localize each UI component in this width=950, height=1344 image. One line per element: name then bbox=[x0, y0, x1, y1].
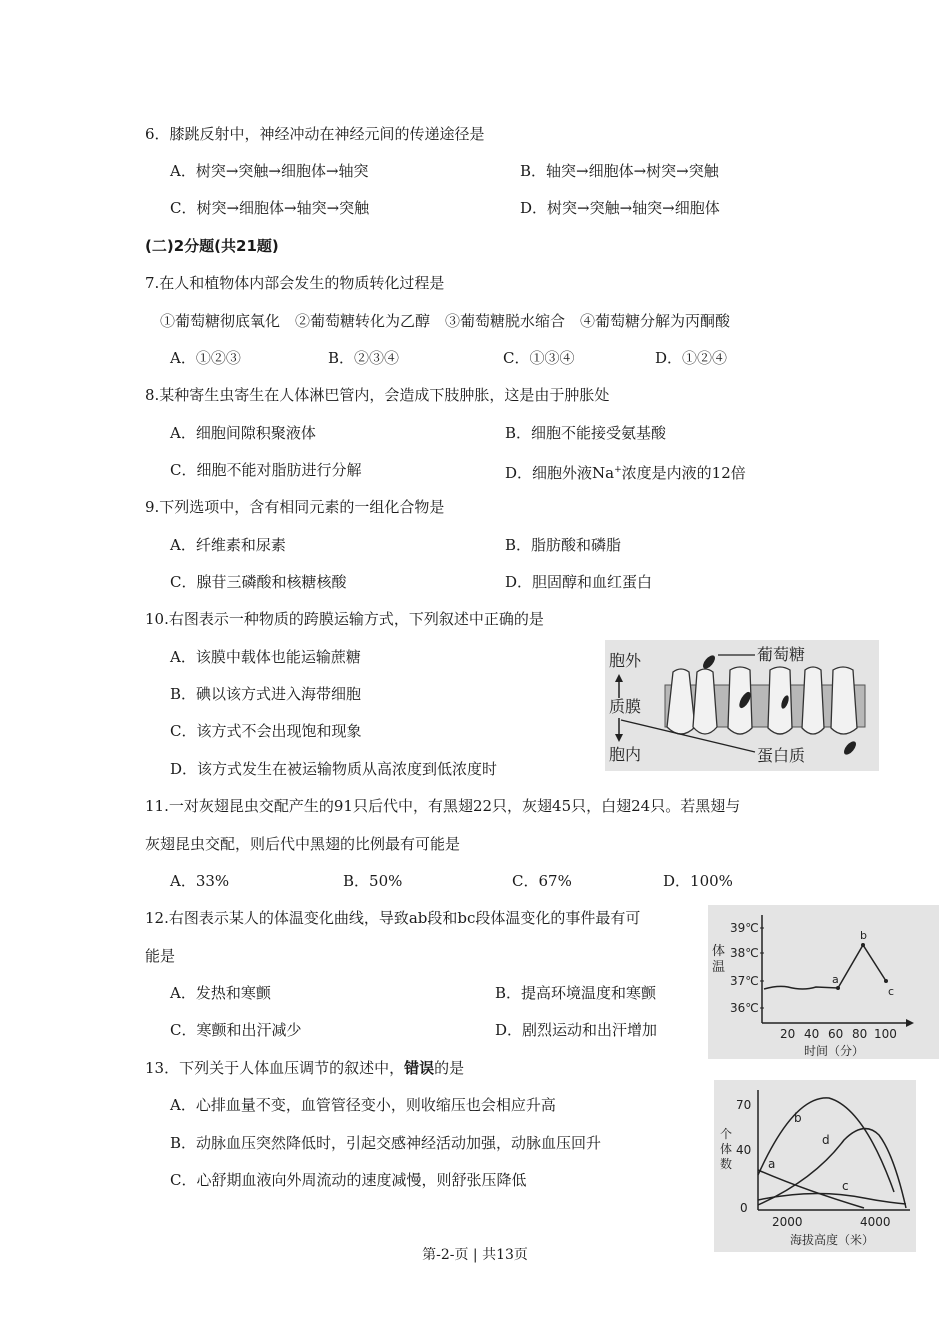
label-inside: 胞内 bbox=[609, 745, 642, 764]
q13-option-a: A．心排血量不变，血管管径变小，则收缩压也会相应升高 bbox=[170, 1096, 556, 1114]
q11-option-b: B．50% bbox=[343, 872, 403, 890]
point-c: c bbox=[888, 985, 895, 998]
q12-option-a: A．发热和寒颤 bbox=[170, 984, 271, 1002]
q13-option-c: C．心舒期血液向外周流动的速度减慢，则舒张压降低 bbox=[170, 1171, 527, 1189]
ytick-70: 70 bbox=[736, 1098, 752, 1112]
ytick-38: 38℃ bbox=[730, 946, 759, 960]
q8-stem: 8.某种寄生虫寄生在人体淋巴管内，会造成下肢肿胀，这是由于肿胀处 bbox=[145, 386, 610, 404]
q8-option-d: D．细胞外液Na+浓度是内液的12倍 bbox=[505, 464, 746, 482]
q6-option-b: B．轴突→细胞体→树突→突触 bbox=[520, 162, 719, 180]
label-outside: 胞外 bbox=[609, 651, 642, 670]
label-curve-d: d bbox=[822, 1133, 830, 1147]
ytick-37: 37℃ bbox=[730, 974, 759, 988]
ytick-40: 40 bbox=[736, 1143, 752, 1157]
body-temperature-chart bbox=[708, 905, 939, 1059]
q10-option-c: C．该方式不会出现饱和现象 bbox=[170, 722, 362, 740]
q12-stem-line2: 能是 bbox=[145, 947, 176, 965]
q10-stem: 10.右图表示一种物质的跨膜运输方式，下列叙述中正确的是 bbox=[145, 610, 544, 628]
q6-stem: 6．膝跳反射中，神经冲动在神经元间的传递途径是 bbox=[145, 125, 485, 143]
q9-option-b: B．脂肪酸和磷脂 bbox=[505, 536, 622, 554]
ylabel-char-2: 体 bbox=[720, 1142, 733, 1156]
label-membrane: 质膜 bbox=[609, 697, 642, 716]
ylabel-char-1: 体 bbox=[712, 944, 726, 959]
q12-option-d: D．剧烈运动和出汗增加 bbox=[495, 1021, 658, 1039]
point-a: a bbox=[832, 973, 839, 986]
q10-option-a: A．该膜中载体也能运输蔗糖 bbox=[170, 648, 361, 666]
ytick-36: 36℃ bbox=[730, 1001, 759, 1015]
q6-option-d: D．树突→突触→轴突→细胞体 bbox=[520, 199, 720, 217]
label-protein: 蛋白质 bbox=[757, 746, 806, 765]
label-curve-a: a bbox=[768, 1157, 776, 1171]
q7-option-d: D．①②④ bbox=[655, 349, 728, 367]
q7-option-c: C．①③④ bbox=[503, 349, 575, 367]
xlabel: 时间（分） bbox=[804, 1044, 865, 1058]
q12-option-b: B．提高环境温度和寒颤 bbox=[495, 984, 657, 1002]
q7-items: ①葡萄糖彻底氧化 ②葡萄糖转化为乙醇 ③葡萄糖脱水缩合 ④葡萄糖分解为丙酮酸 bbox=[160, 312, 731, 330]
label-glucose: 葡萄糖 bbox=[757, 645, 806, 664]
q12-stem-line1: 12.右图表示某人的体温变化曲线，导致ab段和bc段体温变化的事件最有可 bbox=[145, 909, 641, 927]
q11-option-a: A．33% bbox=[170, 872, 230, 890]
xtick-60: 60 bbox=[828, 1027, 844, 1041]
q9-option-c: C．腺苷三磷酸和核糖核酸 bbox=[170, 573, 347, 591]
q13-stem: 13．下列关于人体血压调节的叙述中，错误的是 bbox=[145, 1059, 465, 1077]
q6-option-a: A．树突→突触→细胞体→轴突 bbox=[170, 162, 369, 180]
q8-option-c: C．细胞不能对脂肪进行分解 bbox=[170, 461, 362, 479]
q13-option-b: B．动脉血压突然降低时，引起交感神经活动加强，动脉血压回升 bbox=[170, 1134, 602, 1152]
xtick-20: 20 bbox=[780, 1027, 796, 1041]
q7-option-b: B．②③④ bbox=[328, 349, 400, 367]
label-curve-b: b bbox=[794, 1111, 802, 1125]
protein-shape bbox=[831, 667, 857, 734]
xtick-80: 80 bbox=[852, 1027, 868, 1041]
xtick-4000: 4000 bbox=[860, 1215, 891, 1229]
q9-option-d: D．胆固醇和血红蛋白 bbox=[505, 573, 653, 591]
q7-stem: 7.在人和植物体内部会发生的物质转化过程是 bbox=[145, 274, 445, 292]
membrane-transport-figure bbox=[605, 640, 879, 771]
q11-stem-line2: 灰翅昆虫交配，则后代中黑翅的比例最有可能是 bbox=[145, 835, 461, 853]
ytick-39: 39℃ bbox=[730, 921, 759, 935]
q11-option-c: C．67% bbox=[512, 872, 572, 890]
xtick-100: 100 bbox=[874, 1027, 897, 1041]
altitude-population-chart bbox=[714, 1080, 916, 1252]
label-curve-c: c bbox=[842, 1179, 849, 1193]
protein-shape bbox=[693, 669, 717, 734]
q11-stem-line1: 11.一对灰翅昆虫交配产生的91只后代中，有黑翅22只，灰翅45只，白翅24只。若黑翅与 bbox=[145, 797, 741, 815]
ylabel-char-2: 温 bbox=[712, 960, 726, 975]
q8-option-b: B．细胞不能接受氨基酸 bbox=[505, 424, 667, 442]
q10-option-b: B．碘以该方式进入海带细胞 bbox=[170, 685, 362, 703]
ylabel-char-1: 个 bbox=[720, 1127, 733, 1141]
q10-option-d: D．该方式发生在被运输物质从高浓度到低浓度时 bbox=[170, 760, 498, 778]
xlabel: 海拔高度（米） bbox=[790, 1233, 875, 1247]
q8-option-a: A．细胞间隙积聚液体 bbox=[170, 424, 316, 442]
q9-stem: 9.下列选项中，含有相同元素的一组化合物是 bbox=[145, 498, 445, 516]
q6-option-c: C．树突→细胞体→轴突→突触 bbox=[170, 199, 370, 217]
q12-option-c: C．寒颤和出汗减少 bbox=[170, 1021, 302, 1039]
protein-shape bbox=[802, 667, 824, 734]
page-footer: 第-2-页 | 共13页 bbox=[422, 1247, 528, 1263]
q9-option-a: A．纤维素和尿素 bbox=[170, 536, 286, 554]
point-b: b bbox=[860, 929, 867, 942]
ylabel-char-3: 数 bbox=[720, 1157, 733, 1171]
q11-option-d: D．100% bbox=[663, 872, 733, 890]
xtick-2000: 2000 bbox=[772, 1215, 803, 1229]
ytick-0: 0 bbox=[740, 1201, 748, 1215]
xtick-40: 40 bbox=[804, 1027, 820, 1041]
q7-option-a: A．①②③ bbox=[170, 349, 241, 367]
section-heading: (二)2分题(共21题) bbox=[145, 237, 279, 255]
